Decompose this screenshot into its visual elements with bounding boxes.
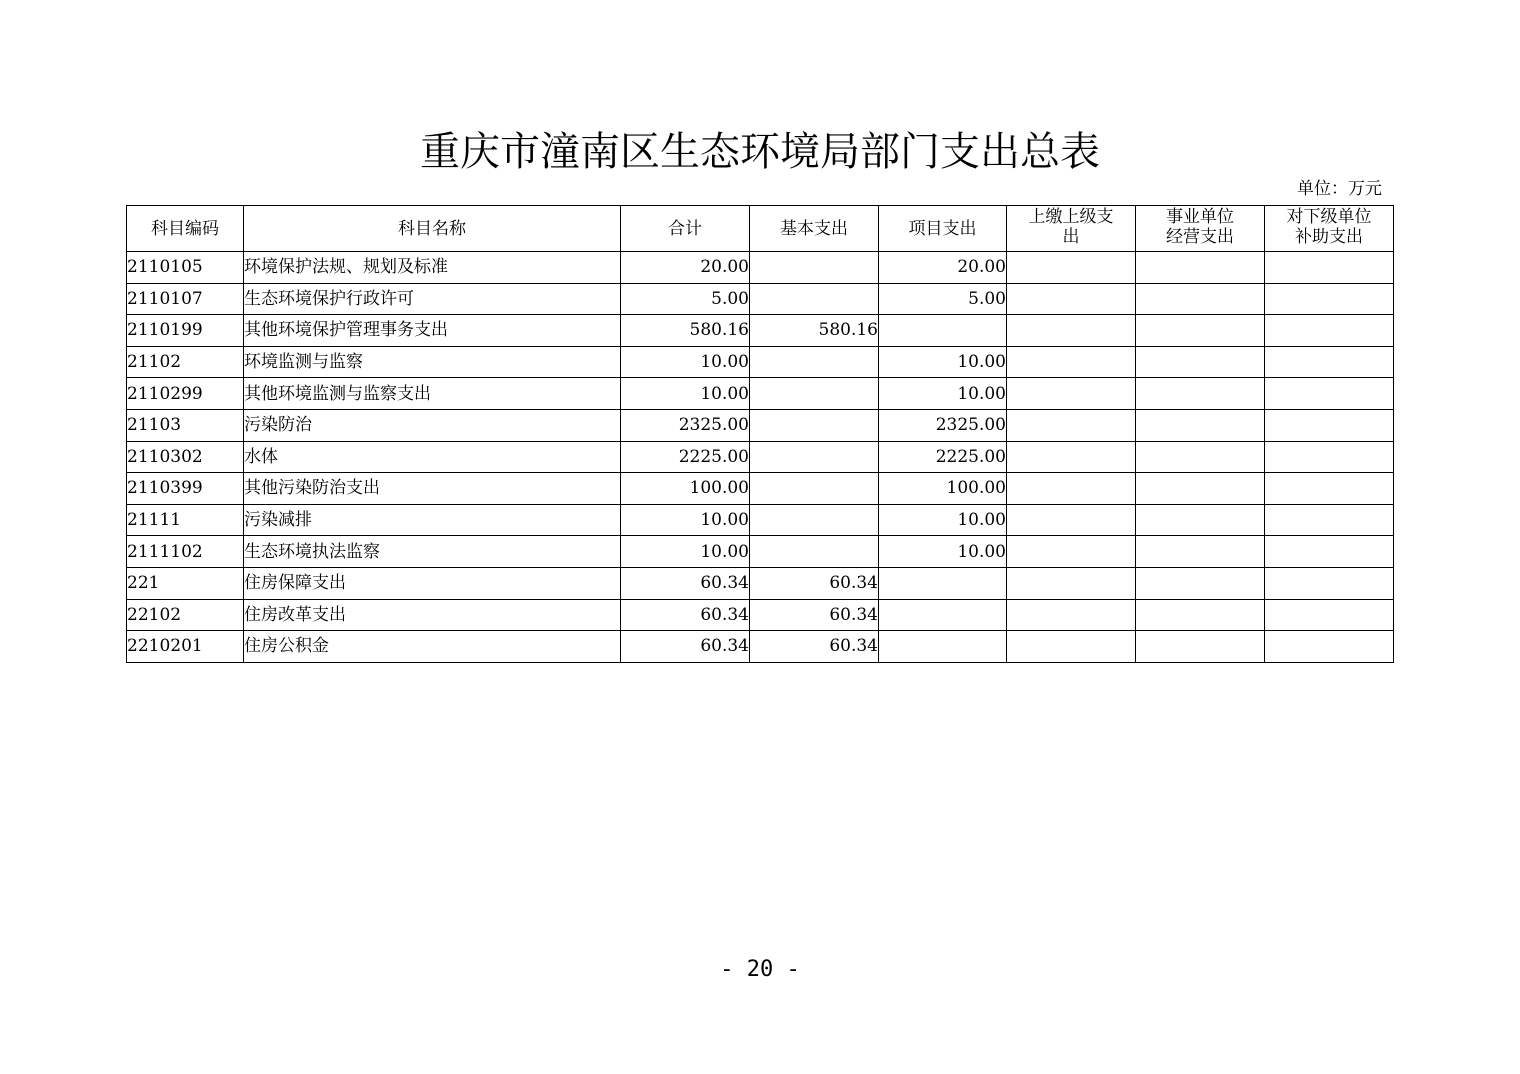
table-row	[127, 473, 1394, 505]
cell-business	[1136, 473, 1265, 505]
cell-upper	[1007, 441, 1136, 473]
cell-name: 生态环境执法监察	[244, 536, 621, 568]
table-row	[127, 567, 1394, 599]
cell-subsidy	[1265, 252, 1394, 284]
header-project: 项目支出	[879, 206, 1007, 252]
cell-name: 住房改革支出	[244, 599, 621, 631]
cell-total: 60.34	[621, 631, 750, 663]
cell-name: 污染防治	[244, 409, 621, 441]
cell-business	[1136, 441, 1265, 473]
cell-subsidy	[1265, 441, 1394, 473]
cell-project: 5.00	[879, 283, 1007, 315]
cell-code: 2110199	[127, 315, 244, 347]
table-header-row	[127, 206, 1394, 252]
cell-business	[1136, 504, 1265, 536]
cell-business	[1136, 536, 1265, 568]
cell-total: 5.00	[621, 283, 750, 315]
cell-project: 20.00	[879, 252, 1007, 284]
page-title: 重庆市潼南区生态环境局部门支出总表	[420, 129, 1100, 175]
cell-business	[1136, 252, 1265, 284]
table-row	[127, 252, 1394, 284]
cell-subsidy	[1265, 346, 1394, 378]
expenditure-table	[126, 205, 1394, 663]
cell-upper	[1007, 631, 1136, 663]
cell-name: 生态环境保护行政许可	[244, 283, 621, 315]
cell-basic: 60.34	[750, 567, 879, 599]
cell-business	[1136, 599, 1265, 631]
table-row	[127, 346, 1394, 378]
cell-total: 10.00	[621, 536, 750, 568]
cell-business	[1136, 378, 1265, 410]
cell-subsidy	[1265, 315, 1394, 347]
cell-basic	[750, 252, 879, 284]
cell-project: 10.00	[879, 536, 1007, 568]
cell-name: 其他环境监测与监察支出	[244, 378, 621, 410]
cell-code: 21111	[127, 504, 244, 536]
table-row	[127, 599, 1394, 631]
cell-name: 住房保障支出	[244, 567, 621, 599]
cell-name: 住房公积金	[244, 631, 621, 663]
cell-upper	[1007, 378, 1136, 410]
header-total: 合计	[621, 206, 750, 252]
cell-business	[1136, 283, 1265, 315]
cell-upper	[1007, 473, 1136, 505]
header-business: 事业单位经营支出	[1136, 206, 1265, 252]
cell-total: 2225.00	[621, 441, 750, 473]
cell-name: 环境监测与监察	[244, 346, 621, 378]
cell-subsidy	[1265, 473, 1394, 505]
cell-upper	[1007, 315, 1136, 347]
cell-business	[1136, 567, 1265, 599]
header-upper: 上缴上级支出	[1007, 206, 1136, 252]
cell-code: 2210201	[127, 631, 244, 663]
cell-total: 580.16	[621, 315, 750, 347]
cell-project: 10.00	[879, 378, 1007, 410]
cell-total: 10.00	[621, 378, 750, 410]
cell-upper	[1007, 567, 1136, 599]
cell-upper	[1007, 409, 1136, 441]
header-basic: 基本支出	[750, 206, 879, 252]
table-row	[127, 315, 1394, 347]
cell-total: 100.00	[621, 473, 750, 505]
cell-code: 2110299	[127, 378, 244, 410]
cell-subsidy	[1265, 631, 1394, 663]
cell-code: 22102	[127, 599, 244, 631]
cell-name: 其他污染防治支出	[244, 473, 621, 505]
cell-basic	[750, 409, 879, 441]
cell-project: 10.00	[879, 504, 1007, 536]
cell-project	[879, 599, 1007, 631]
cell-basic	[750, 441, 879, 473]
table-row	[127, 536, 1394, 568]
table-row	[127, 378, 1394, 410]
cell-basic	[750, 346, 879, 378]
cell-basic: 580.16	[750, 315, 879, 347]
cell-business	[1136, 315, 1265, 347]
cell-name: 环境保护法规、规划及标准	[244, 252, 621, 284]
page-number: - 20 -	[720, 957, 800, 982]
cell-basic	[750, 504, 879, 536]
cell-subsidy	[1265, 567, 1394, 599]
cell-subsidy	[1265, 409, 1394, 441]
cell-code: 21102	[127, 346, 244, 378]
cell-basic	[750, 473, 879, 505]
cell-total: 2325.00	[621, 409, 750, 441]
cell-name: 其他环境保护管理事务支出	[244, 315, 621, 347]
cell-business	[1136, 346, 1265, 378]
cell-upper	[1007, 346, 1136, 378]
cell-code: 2110302	[127, 441, 244, 473]
cell-upper	[1007, 252, 1136, 284]
table-row	[127, 504, 1394, 536]
table-row	[127, 631, 1394, 663]
cell-code: 21103	[127, 409, 244, 441]
cell-subsidy	[1265, 283, 1394, 315]
cell-subsidy	[1265, 378, 1394, 410]
table-row	[127, 409, 1394, 441]
unit-label: 单位：万元	[1297, 179, 1382, 199]
cell-total: 10.00	[621, 346, 750, 378]
cell-total: 20.00	[621, 252, 750, 284]
table-body	[127, 252, 1394, 663]
cell-upper	[1007, 536, 1136, 568]
cell-code: 2110105	[127, 252, 244, 284]
cell-subsidy	[1265, 599, 1394, 631]
table-row	[127, 441, 1394, 473]
cell-subsidy	[1265, 504, 1394, 536]
cell-basic: 60.34	[750, 631, 879, 663]
cell-upper	[1007, 283, 1136, 315]
cell-project: 2325.00	[879, 409, 1007, 441]
cell-project: 100.00	[879, 473, 1007, 505]
header-name: 科目名称	[244, 206, 621, 252]
table-row	[127, 283, 1394, 315]
cell-project	[879, 315, 1007, 347]
cell-business	[1136, 409, 1265, 441]
cell-project	[879, 631, 1007, 663]
cell-subsidy	[1265, 536, 1394, 568]
header-subsidy: 对下级单位补助支出	[1265, 206, 1394, 252]
cell-project	[879, 567, 1007, 599]
cell-basic	[750, 536, 879, 568]
cell-basic	[750, 378, 879, 410]
cell-project: 2225.00	[879, 441, 1007, 473]
cell-total: 60.34	[621, 567, 750, 599]
header-code: 科目编码	[127, 206, 244, 252]
cell-total: 60.34	[621, 599, 750, 631]
cell-name: 污染减排	[244, 504, 621, 536]
cell-basic: 60.34	[750, 599, 879, 631]
cell-name: 水体	[244, 441, 621, 473]
cell-project: 10.00	[879, 346, 1007, 378]
cell-business	[1136, 631, 1265, 663]
cell-upper	[1007, 599, 1136, 631]
cell-upper	[1007, 504, 1136, 536]
cell-basic	[750, 283, 879, 315]
cell-code: 221	[127, 567, 244, 599]
cell-code: 2111102	[127, 536, 244, 568]
cell-code: 2110399	[127, 473, 244, 505]
cell-total: 10.00	[621, 504, 750, 536]
cell-code: 2110107	[127, 283, 244, 315]
